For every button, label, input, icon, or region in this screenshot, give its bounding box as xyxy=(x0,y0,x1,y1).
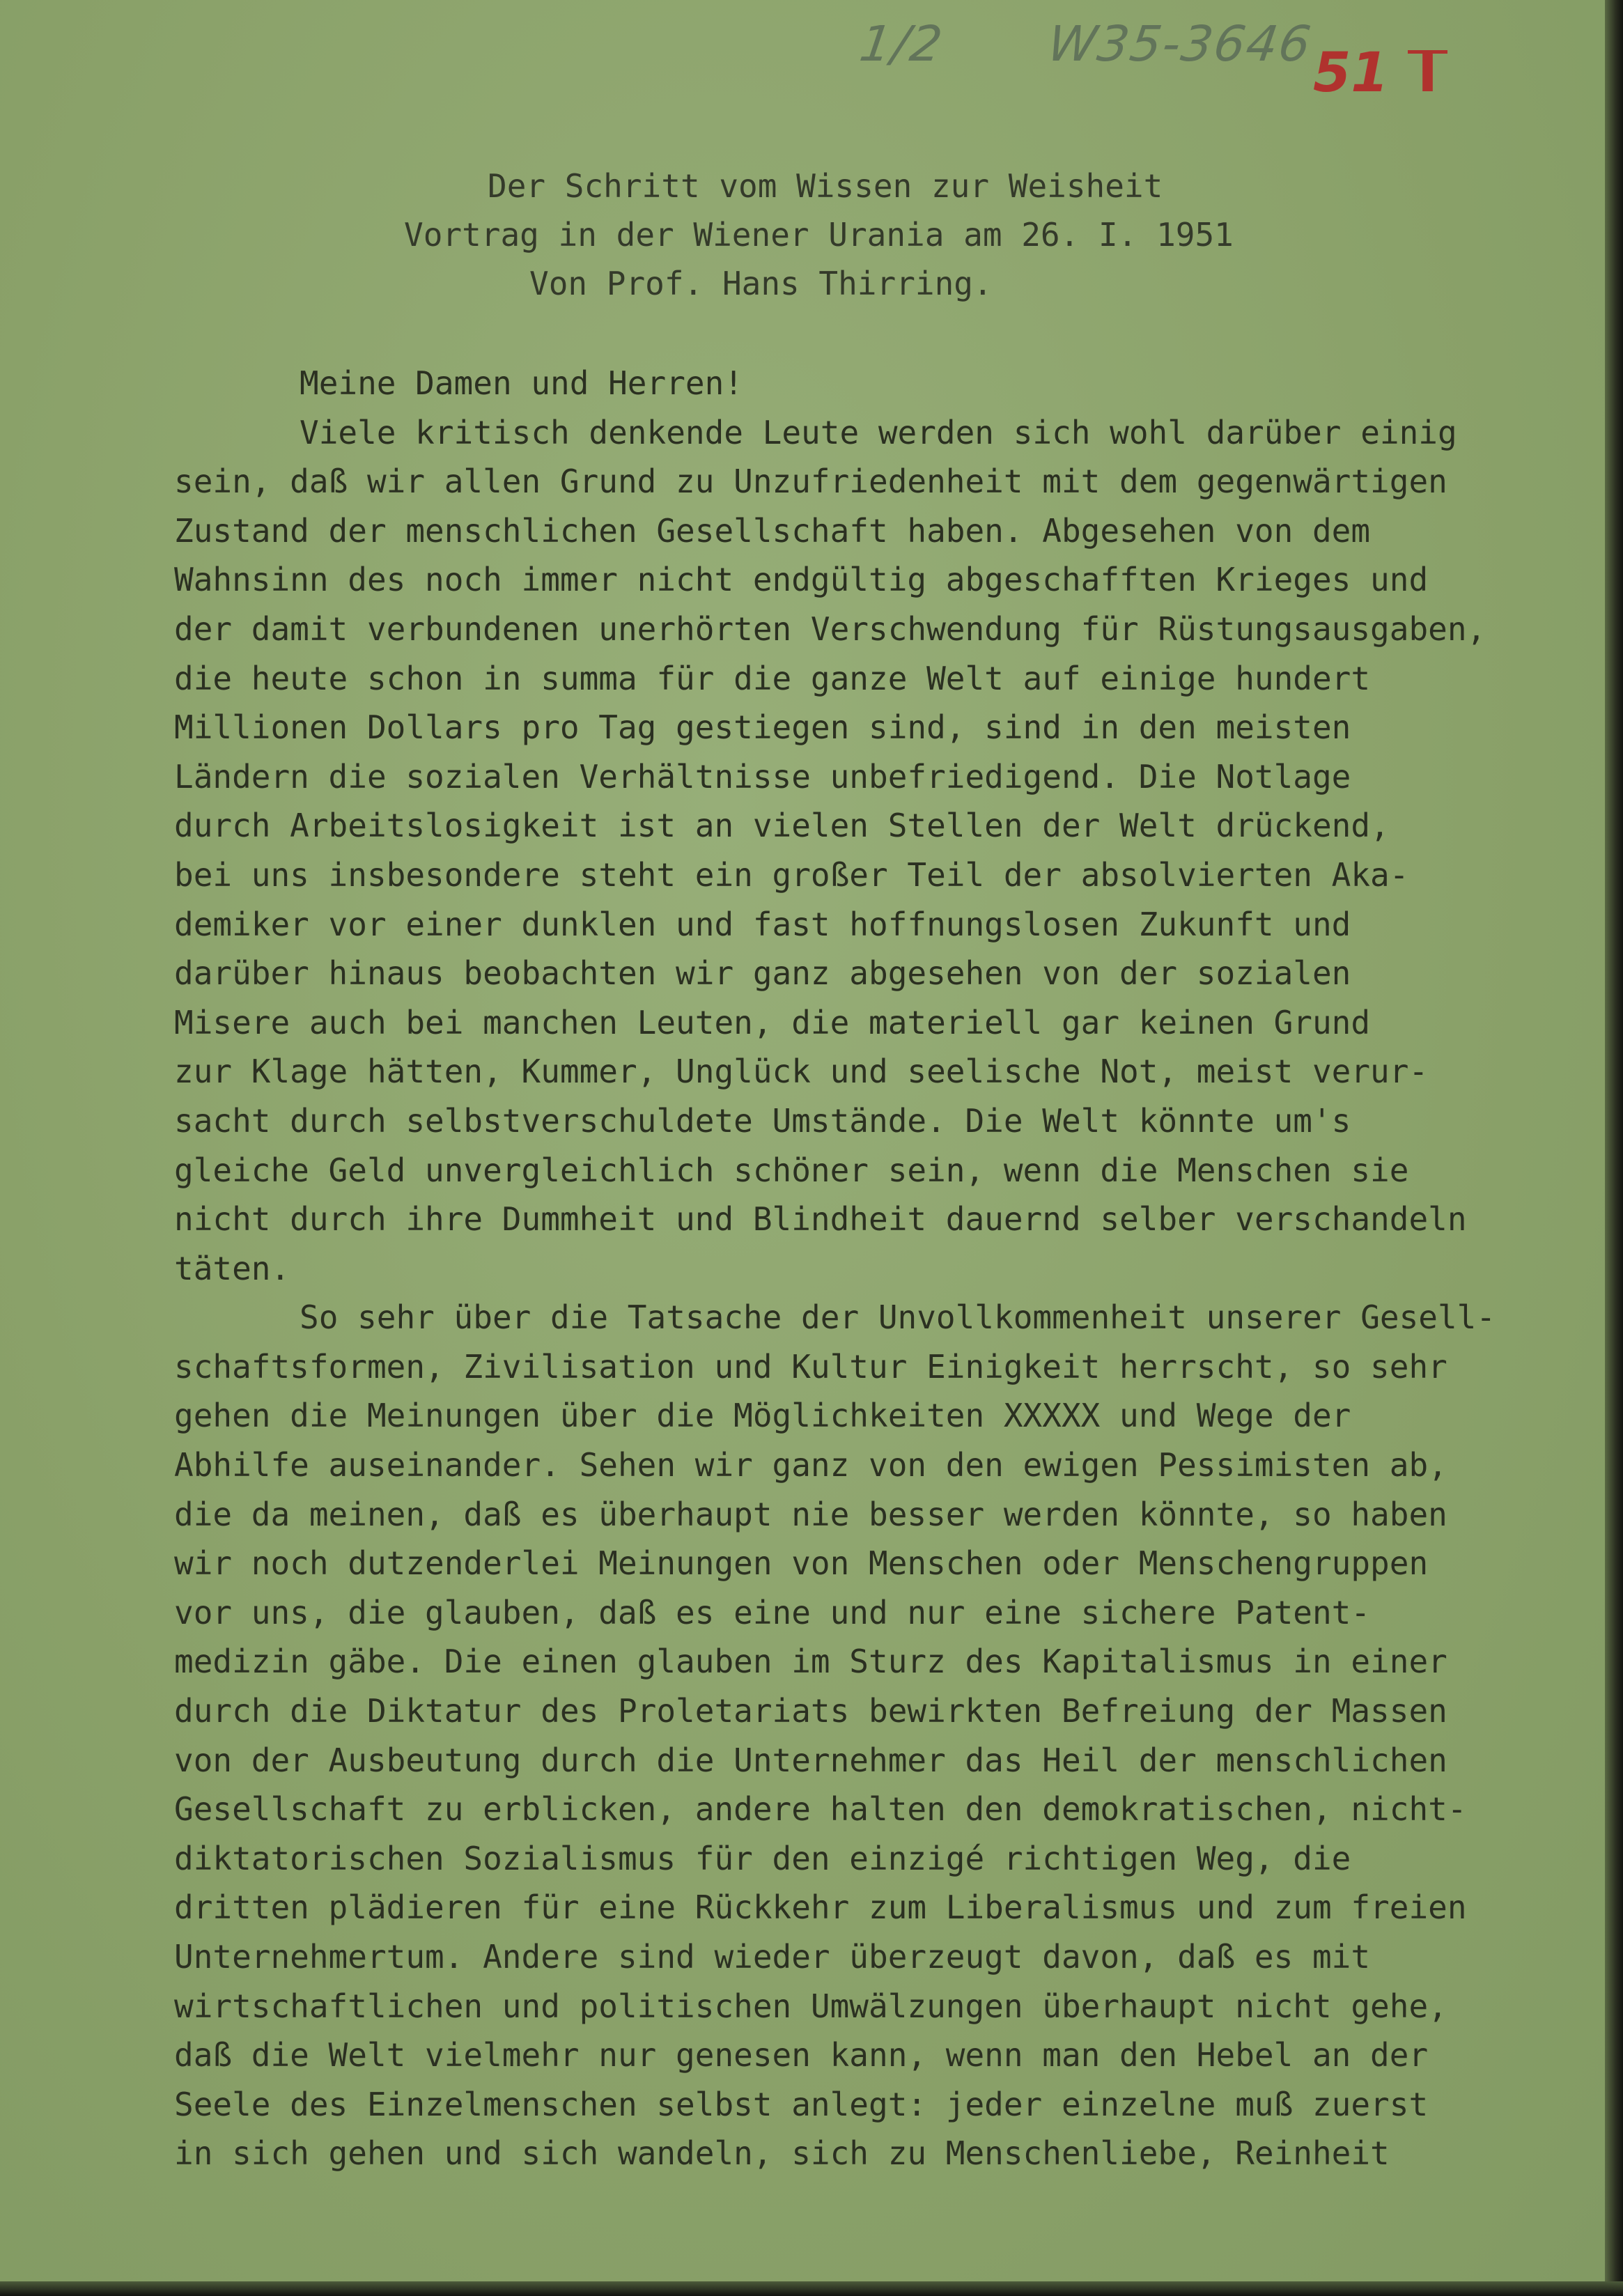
body-line: dritten plädieren für eine Rückkehr zum Liberalismus und zum freien xyxy=(174,1888,1467,1927)
document-author: Von Prof. Hans Thirring. xyxy=(529,265,993,302)
body-line: in sich gehen und sich wandeln, sich zu Menschenliebe, Reinheit xyxy=(174,2134,1390,2173)
body-line: demiker vor einer dunklen und fast hoffnungslosen Zukunft und xyxy=(174,905,1351,943)
body-line: diktatorischen Sozialismus für den einzigé richtigen Weg, die xyxy=(174,1839,1351,1877)
body-line: durch Arbeitslosigkeit ist an vielen Stellen der Welt drückend, xyxy=(174,807,1390,845)
document-body xyxy=(174,359,1496,2178)
body-line: sacht durch selbstverschuldete Umstände. Die Welt könnte um's xyxy=(174,1101,1351,1140)
body-line: täten. xyxy=(174,1249,290,1287)
body-line: zur Klage hätten, Kummer, Unglück und seelische Not, meist verur- xyxy=(174,1053,1429,1091)
body-line: vor uns, die glauben, daß es eine und nur eine sichere Patent- xyxy=(174,1593,1371,1631)
body-line: sein, daß wir allen Grund zu Unzufriedenheit mit dem gegenwärtigen xyxy=(174,463,1447,501)
body-line: der damit verbundenen unerhörten Verschwendung für Rüstungsausgaben, xyxy=(174,610,1486,648)
archive-number-annotation: 51 xyxy=(1313,42,1389,104)
body-line: die da meinen, daß es überhaupt nie besser werden könnte, so haben xyxy=(174,1495,1447,1533)
body-line: wir noch dutzenderlei Meinungen von Menschen oder Menschengruppen xyxy=(174,1544,1429,1583)
body-line: wirtschaftlichen und politischen Umwälzungen überhaupt nicht gehe, xyxy=(174,1987,1447,2025)
body-line: So sehr über die Tatsache der Unvollkommenheit unserer Gesell- xyxy=(300,1298,1496,1337)
roman-numeral-annotation: I xyxy=(1418,42,1438,104)
body-line: Millionen Dollars pro Tag gestiegen sind, sind in den meisten xyxy=(174,708,1351,747)
signature-code-annotation: W35-3646 xyxy=(1044,15,1316,72)
body-line: gehen die Meinungen über die Möglichkeiten XXXXX und Wege der xyxy=(174,1397,1351,1435)
body-line: nicht durch ihre Dummheit und Blindheit dauernd selber verschandeln xyxy=(174,1200,1467,1239)
body-line: schaftsformen, Zivilisation und Kultur Einigkeit herrscht, so sehr xyxy=(174,1347,1447,1386)
body-line: die heute schon in summa für die ganze Welt auf einige hundert xyxy=(174,659,1371,697)
folio-annotation: 1/2 xyxy=(856,15,947,72)
document-title: Der Schritt vom Wissen zur Weisheit xyxy=(488,167,1163,205)
body-line: Gesellschaft zu erblicken, andere halten den demokratischen, nicht- xyxy=(174,1790,1467,1829)
body-line: Ländern die sozialen Verhältnisse unbefriedigend. Die Notlage xyxy=(174,757,1351,796)
body-line: Viele kritisch denkende Leute werden sich wohl darüber einig xyxy=(300,413,1457,451)
body-line: medizin gäbe. Die einen glauben im Sturz des Kapitalismus in einer xyxy=(174,1643,1447,1681)
body-line: von der Ausbeutung durch die Unternehmer das Heil der menschlichen xyxy=(174,1741,1447,1779)
body-line: darüber hinaus beobachten wir ganz abgesehen von der sozialen xyxy=(174,954,1351,993)
body-line: Seele des Einzelmenschen selbst anlegt: jeder einzelne muß zuerst xyxy=(174,2085,1429,2123)
body-line: bei uns insbesondere steht ein großer Teil der absolvierten Aka- xyxy=(174,855,1409,894)
salutation: Meine Damen und Herren! xyxy=(300,364,743,402)
body-line: durch die Diktatur des Proletariats bewirkten Befreiung der Massen xyxy=(174,1692,1447,1730)
body-line: Zustand der menschlichen Gesellschaft haben. Abgesehen von dem xyxy=(174,511,1371,550)
body-line: Abhilfe auseinander. Sehen wir ganz von den ewigen Pessimisten ab, xyxy=(174,1446,1447,1484)
body-line: daß die Welt vielmehr nur genesen kann, wenn man den Hebel an der xyxy=(174,2036,1429,2074)
document-subtitle: Vortrag in der Wiener Urania am 26. I. 1951 xyxy=(404,216,1234,254)
scan-edge-bottom xyxy=(0,2281,1623,2296)
body-line: Wahnsinn des noch immer nicht endgültig abgeschafften Krieges und xyxy=(174,561,1429,599)
body-line: Misere auch bei manchen Leuten, die materiell gar keinen Grund xyxy=(174,1003,1371,1041)
body-line: gleiche Geld unvergleichlich schöner sein, wenn die Menschen sie xyxy=(174,1151,1409,1189)
scan-edge-right xyxy=(1605,0,1623,2296)
body-line: Unternehmertum. Andere sind wieder überzeugt davon, daß es mit xyxy=(174,1938,1371,1976)
